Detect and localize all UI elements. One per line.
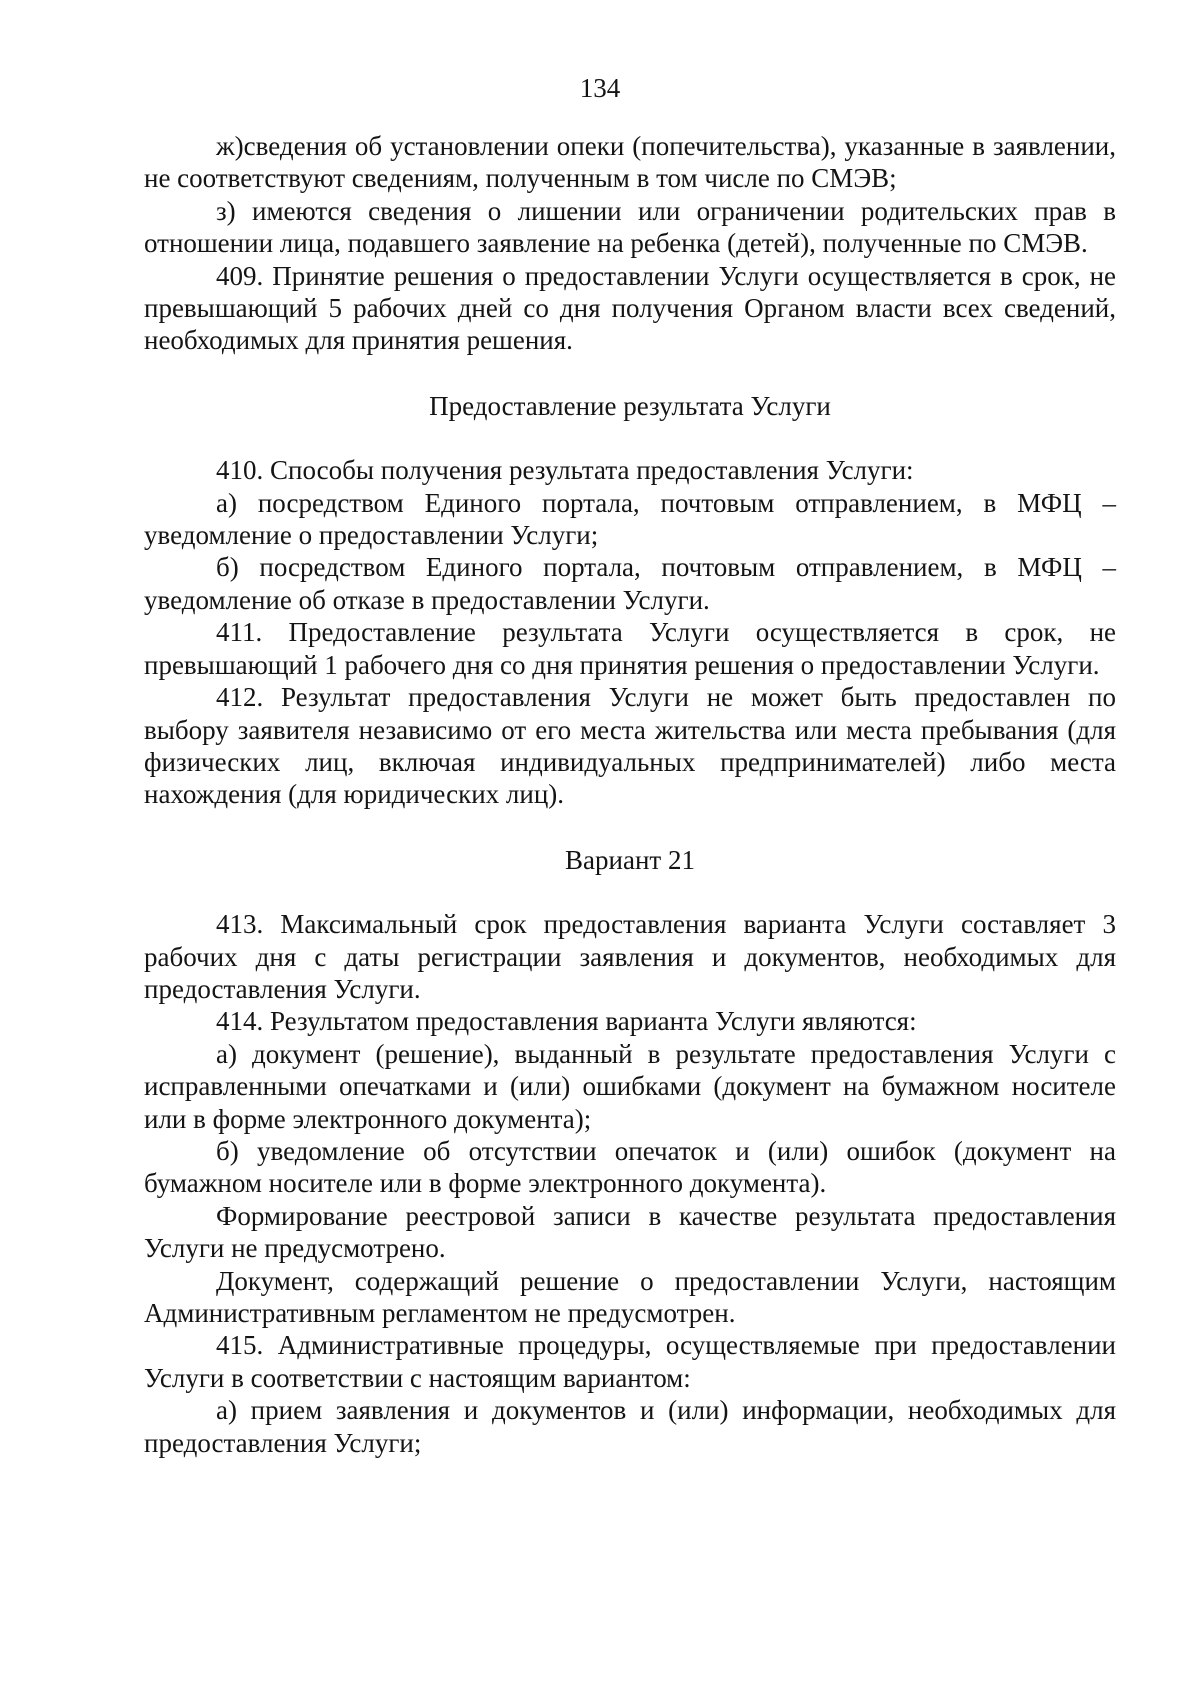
paragraph-413: 413. Максимальный срок предоставления варианта Услуги составляет 3 рабочих дня с даты регистрации заявления и документов, необходимых для предоставления Услуги.: [144, 909, 1116, 1004]
paragraph-decision-document: Документ, содержащий решение о предоставлении Услуги, настоящим Административным регламентом не предусмотрен.: [144, 1265, 1116, 1328]
paragraph-registry-record: Формирование реестровой записи в качестве результата предоставления Услуги не предусмотрено.: [144, 1200, 1116, 1264]
paragraph-415: 415. Административные процедуры, осуществляемые при предоставлении Услуги в соответствии с настоящим вариантом:: [144, 1330, 1116, 1393]
paragraph-410: 410. Способы получения результата предоставления Услуги:: [216, 455, 914, 486]
document-body: [144, 130, 1116, 1459]
paragraph-414: 414. Результатом предоставления варианта Услуги являются:: [216, 1006, 917, 1037]
paragraph-411: 411. Предоставление результата Услуги осуществляется в срок, не превышающий 1 рабочего дня со дня принятия решения о предоставлении Услуги.: [144, 617, 1116, 680]
paragraph-415-a: а) прием заявления и документов и (или) информации, необходимых для предоставления Услуги;: [144, 1395, 1116, 1458]
paragraph-zh-guardianship-mismatch: ж)сведения об установлении опеки (попечительства), указанные в заявлении, не соответствуют сведениям, полученным в том числе по СМЭВ;: [144, 131, 1116, 194]
paragraph-409: 409. Принятие решения о предоставлении Услуги осуществляется в срок, не превышающий 5 рабочих дней со дня получения Органом власти всех сведений, необходимых для принятия решения.: [144, 260, 1116, 356]
paragraph-412: 412. Результат предоставления Услуги не может быть предоставлен по выбору заявителя независимо от его места жительства или места пребывания (для физических лиц, включая индивидуальных предпринимателей) либо места нахождения (для юридических лиц).: [144, 682, 1116, 810]
paragraph-410-a: а) посредством Единого портала, почтовым отправлением, в МФЦ – уведомление о предоставлении Услуги;: [144, 487, 1116, 551]
page-number: 134: [579, 73, 621, 103]
section-heading-result-delivery: Предоставление результата Услуги: [429, 390, 831, 421]
paragraph-414-b: б) уведомление об отсутствии опечаток и (или) ошибок (документ на бумажном носителе или в форме электронного документа).: [144, 1135, 1116, 1199]
paragraph-410-b: б) посредством Единого портала, почтовым отправлением, в МФЦ – уведомление об отказе в предоставлении Услуги.: [144, 552, 1116, 615]
section-heading-variant-21: Вариант 21: [565, 844, 695, 875]
paragraph-z-parental-rights: з) имеются сведения о лишении или ограничении родительских прав в отношении лица, подавшего заявление на ребенка (детей), полученные по СМЭВ.: [144, 195, 1116, 259]
paragraph-414-a: а) документ (решение), выданный в результате предоставления Услуги с исправленными опечатками и (или) ошибками (документ на бумажном носителе или в форме электронного документа);: [144, 1038, 1116, 1134]
